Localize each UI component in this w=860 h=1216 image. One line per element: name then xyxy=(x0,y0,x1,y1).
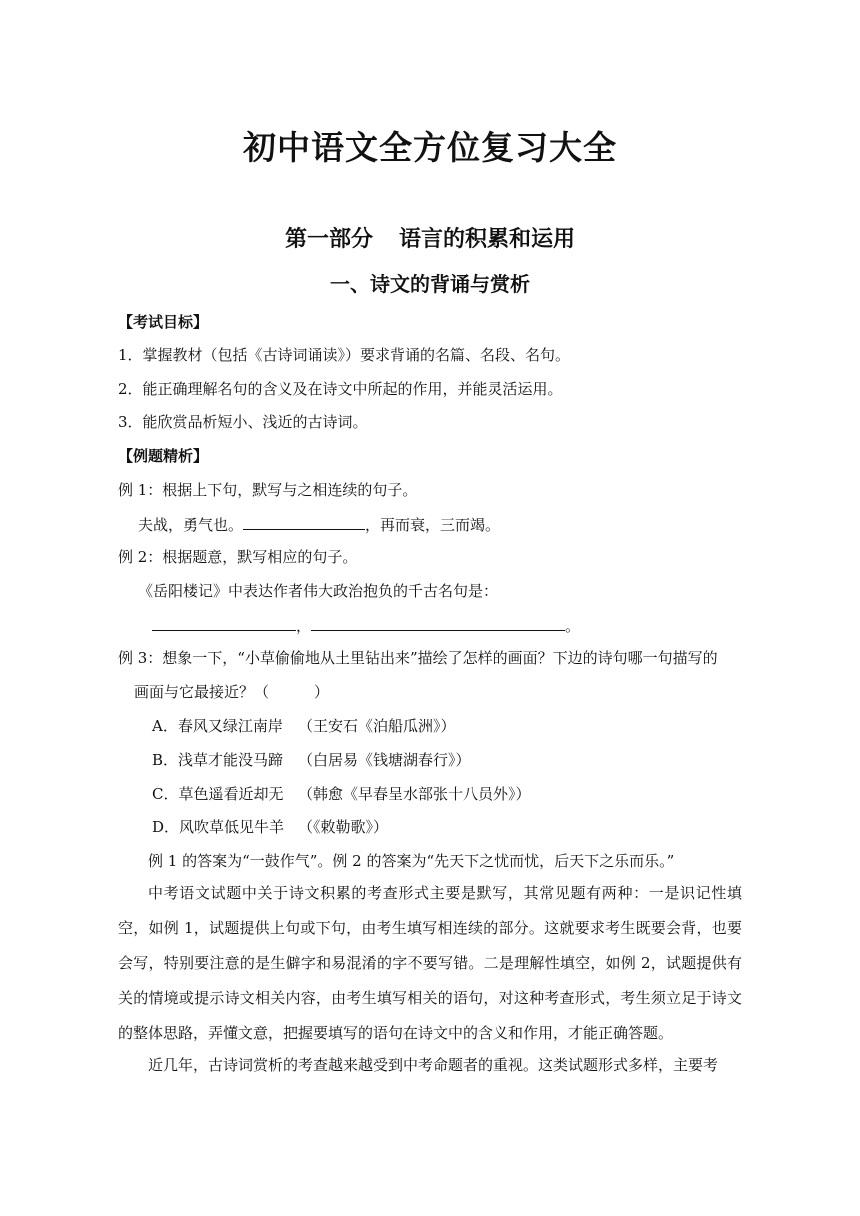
option-b xyxy=(152,749,283,771)
option-letter: D． xyxy=(152,818,180,836)
answer-blank xyxy=(311,614,565,631)
example-3-prompt: 例 3：想象一下，“小草偷偷地从土里钻出来”描绘了怎样的画面？下边的诗句哪一句描写的 xyxy=(118,649,718,667)
example-3-prompt-cont: 画面与它最接近？（ ） xyxy=(134,683,330,701)
example-2-comma: ， xyxy=(296,617,312,635)
part-label: 第一部分 xyxy=(284,226,373,252)
option-letter: C． xyxy=(152,785,179,803)
option-verse: 风吹草低见牛羊 xyxy=(179,818,285,836)
option-c-source: （韩愈《早春呈水部张十八员外》） xyxy=(298,785,531,803)
option-letter: B． xyxy=(152,751,179,769)
exam-goals-heading: 【考试目标】 xyxy=(118,313,209,331)
example-1-sentence xyxy=(138,513,500,536)
part-heading xyxy=(0,222,860,253)
answer-blank xyxy=(243,513,365,530)
option-letter: A． xyxy=(152,717,178,735)
option-c xyxy=(152,783,284,805)
option-verse: 草色遥看近却无 xyxy=(178,785,284,803)
example-2-answer-line xyxy=(152,614,580,637)
option-d xyxy=(152,816,284,838)
option-a-source: （王安石《泊船瓜洲》） xyxy=(298,717,456,735)
option-d-source: （《敕勒歌》） xyxy=(298,818,389,836)
example-answers: 例 1 的答案为“一鼓作气”。例 2 的答案为“先天下之忧而忧，后天下之乐而乐。” xyxy=(148,852,675,870)
examples-heading: 【例题精析】 xyxy=(118,447,209,465)
option-verse: 浅草才能没马蹄 xyxy=(178,751,284,769)
example-2-prompt: 例 2：根据题意，默写相应的句子。 xyxy=(118,548,358,566)
option-verse: 春风又绿江南岸 xyxy=(177,717,283,735)
example-2-period: 。 xyxy=(565,617,581,635)
exam-goal-item: 3．能欣赏品析短小、浅近的古诗词。 xyxy=(118,413,368,431)
body-paragraph: 中考语文试题中关于诗文积累的考查形式主要是默写，其常见题有两种：一是识记性填空，如例 1，试题提供上句或下句，由考生填写相连续的部分。这就要求考生既要会背，也要会写，特别要注意的是生僻字和易混淆的字不要写错。二是理解性填空，如例 2，试题提供有关的情境或提示诗文相关内容，由考生填写相关的语句，对这种考查形式，考生须立足于诗文的整体思路，弄懂文意，把握要填写的语句在诗文中的含义和作用，才能正确答题。 xyxy=(118,884,742,1042)
example-2-context: 《岳阳楼记》中表达作者伟大政治抱负的千古名句是： xyxy=(138,582,499,600)
answer-blank xyxy=(152,614,296,631)
document-title: 初中语文全方位复习大全 xyxy=(243,128,617,167)
example-1-after: ，再而衰，三而竭。 xyxy=(365,516,501,534)
part-name: 语言的积累和运用 xyxy=(399,226,576,252)
exam-goal-item: 1．掌握教材（包括《古诗词诵读》）要求背诵的名篇、名段、名句。 xyxy=(118,346,571,364)
option-a xyxy=(152,715,283,737)
section-heading: 一、诗文的背诵与赏析 xyxy=(330,272,530,296)
example-1-before: 夫战，勇气也。 xyxy=(138,516,244,534)
body-paragraph: 近几年，古诗词赏析的考查越来越受到中考命题者的重视。这类试题形式多样，主要考 xyxy=(148,1056,719,1074)
option-b-source: （白居易《钱塘湖春行》） xyxy=(298,751,471,769)
exam-goal-item: 2．能正确理解名句的含义及在诗文中所起的作用，并能灵活运用。 xyxy=(118,380,563,398)
example-1-prompt: 例 1：根据上下句，默写与之相连续的句子。 xyxy=(118,481,418,499)
